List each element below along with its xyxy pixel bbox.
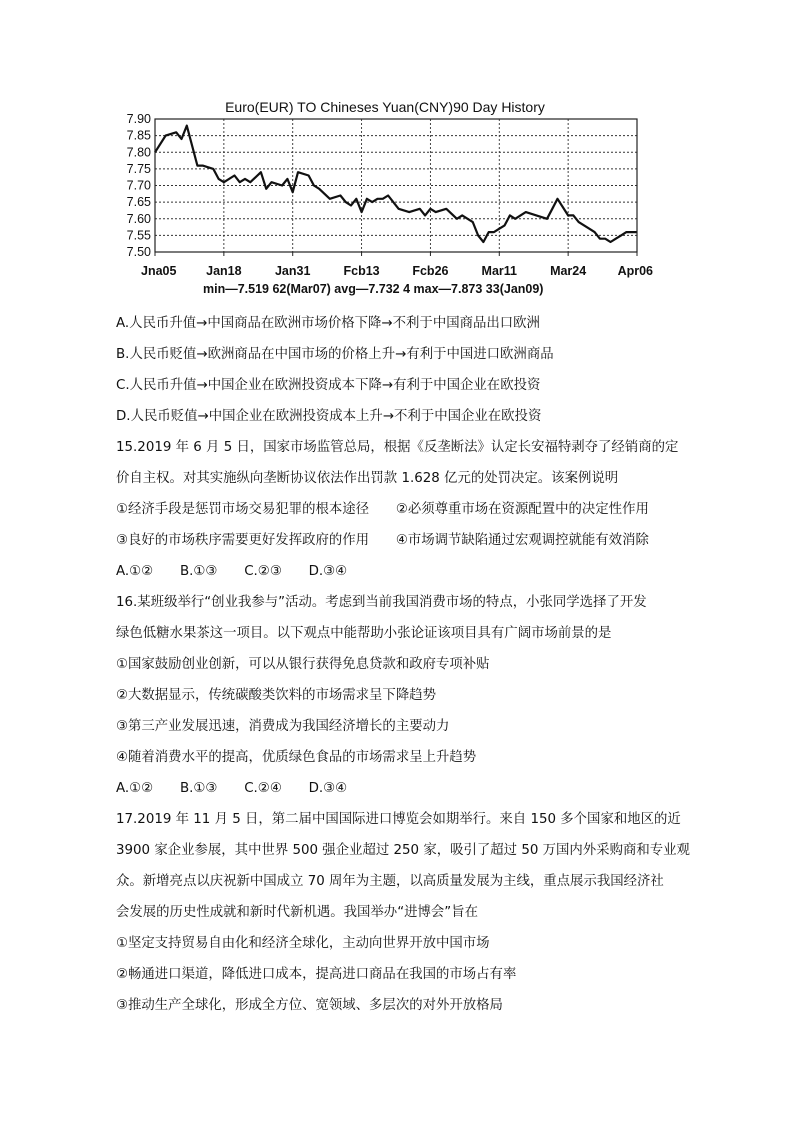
y-tick-label: 7.60 (126, 211, 151, 226)
text-line: A.①② B.①③ C.②③ D.③④ (116, 564, 348, 579)
text-line: ①国家鼓励创业创新，可以从银行获得免息贷款和政府专项补贴 (116, 657, 490, 672)
text-line: ③推动生产全球化，形成全方位、宽领域、多层次的对外开放格局 (116, 998, 503, 1013)
text-line: ③第三产业发展迅速，消费成为我国经济增长的主要动力 (116, 719, 450, 734)
text-line: ②畅通进口渠道，降低进口成本，提高进口商品在我国的市场占有率 (116, 967, 517, 982)
x-tick-label: Jan31 (274, 264, 311, 278)
y-tick-label: 7.65 (126, 195, 151, 210)
y-axis-labels (127, 112, 151, 259)
y-tick-label: 7.55 (126, 228, 151, 243)
text-line: 绿色低糖水果茶这一项目。以下观点中能帮助小张论证该项目具有广阔市场前景的是 (116, 626, 612, 641)
exchange-rate-chart (105, 95, 665, 305)
text-line: 16.某班级举行“创业我参与”活动。考虑到当前我国消费市场的特点，小张同学选择了开发 (116, 595, 647, 610)
series-line (155, 126, 637, 242)
x-tick-label: Jan18 (206, 264, 242, 278)
y-tick-label: 7.85 (126, 128, 151, 143)
x-tick-label: Jna05 (141, 264, 177, 278)
y-tick-label: 7.90 (126, 112, 151, 126)
y-tick-label: 7.50 (126, 245, 151, 259)
text-line: 价自主权。对其实施纵向垄断协议依法作出罚款 1.628 亿元的处罚决定。该案例说明 (116, 471, 619, 486)
y-tick-label: 7.75 (126, 161, 151, 176)
x-tick-label: Apr06 (617, 264, 653, 278)
y-tick-label: 7.80 (126, 145, 151, 160)
text-line: 会发展的历史性成就和新时代新机遇。我国举办“进博会”旨在 (116, 905, 479, 920)
chart-grid (155, 119, 637, 256)
text-line: ②大数据显示，传统碳酸类饮料的市场需求呈下降趋势 (116, 688, 436, 703)
text-line: B.人民币贬值→欧洲商品在中国市场的价格上升→有利于中国进口欧洲商品 (116, 347, 554, 362)
question-text (116, 308, 706, 1021)
text-line: ①经济手段是惩罚市场交易犯罪的根本途径 ②必须尊重市场在资源配置中的决定性作用 (116, 502, 649, 517)
text-line: D.人民币贬值→中国企业在欧洲投资成本上升→不利于中国企业在欧投资 (116, 409, 542, 424)
x-axis-labels (141, 264, 653, 278)
x-tick-label: Mar11 (481, 264, 518, 278)
text-line: 17.2019 年 11 月 5 日，第二届中国国际进口博览会如期举行。来自 150 多个国家和地区的近 (116, 812, 681, 827)
text-line: A.①② B.①③ C.②④ D.③④ (116, 781, 348, 796)
y-tick-label: 7.70 (126, 178, 151, 193)
text-line: ①坚定支持贸易自由化和经济全球化，主动向世界开放中国市场 (116, 936, 490, 951)
text-line: 15.2019 年 6 月 5 日，国家市场监管总局，根据《反垄断法》认定长安福特剥夺了经销商的定 (116, 440, 679, 455)
text-line: 3900 家企业参展，其中世界 500 强企业超过 250 家，吸引了超过 50 万国内外采购商和专业观 (116, 843, 690, 858)
x-tick-label: Fcb26 (412, 264, 449, 278)
chart-footer: min—7.519 62(Mar07) avg—7.732 4 max—7.873 33(Jan09) (203, 282, 544, 296)
text-line: A.人民币升值→中国商品在欧洲市场价格下降→不利于中国商品出口欧洲 (116, 316, 540, 331)
text-line: C.人民币升值→中国企业在欧洲投资成本下降→有利于中国企业在欧投资 (116, 378, 541, 393)
x-tick-label: Mar24 (550, 264, 587, 278)
text-line: 众。新增亮点以庆祝新中国成立 70 周年为主题，以高质量发展为主线，重点展示我国经济社 (116, 874, 664, 889)
x-tick-label: Fcb13 (343, 264, 380, 278)
text-line: ③良好的市场秩序需要更好发挥政府的作用 ④市场调节缺陷通过宏观调控就能有效消除 (116, 533, 649, 548)
chart-title: Euro(EUR) TO Chineses Yuan(CNY)90 Day History (225, 99, 545, 115)
text-line: ④随着消费水平的提高，优质绿色食品的市场需求呈上升趋势 (116, 750, 477, 765)
